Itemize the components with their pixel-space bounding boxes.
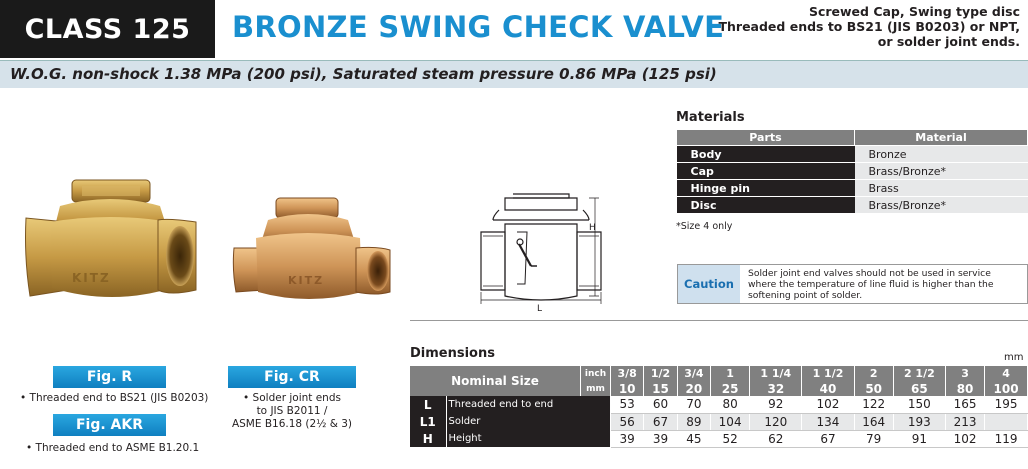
inch-size-cell: 2 1/2 — [893, 366, 945, 381]
dimension-value — [985, 413, 1028, 430]
part-name: Hinge pin — [677, 180, 855, 197]
dimension-value: 39 — [611, 430, 644, 447]
mm-size-cell: 20 — [677, 381, 710, 396]
dimension-row — [410, 430, 1028, 447]
part-material: Brass/Bronze* — [855, 163, 1028, 180]
mm-size-cell: 100 — [985, 381, 1028, 396]
dimension-value: 213 — [945, 413, 984, 430]
dimension-description: Solder — [446, 413, 611, 430]
dimension-value: 53 — [611, 396, 644, 413]
mm-size-cell: 25 — [711, 381, 750, 396]
dimension-value: 92 — [750, 396, 802, 413]
dimension-value: 67 — [802, 430, 854, 447]
dimension-row — [410, 396, 1028, 413]
dimension-value: 62 — [750, 430, 802, 447]
fig-r-note: • Threaded end to BS21 (JIS B0203) — [20, 392, 209, 404]
dimension-code: L1 — [410, 413, 446, 430]
materials-row — [677, 163, 1028, 180]
dimension-value: 120 — [750, 413, 802, 430]
fig-r-label: Fig. R — [53, 366, 166, 388]
dimension-value: 70 — [677, 396, 710, 413]
inch-size-cell: 1 — [711, 366, 750, 381]
dimension-value: 122 — [854, 396, 893, 413]
inch-size-cell: 2 — [854, 366, 893, 381]
inch-unit-label: inch — [581, 366, 611, 381]
mm-size-cell: 65 — [893, 381, 945, 396]
valve-photo-fig-cr — [230, 192, 400, 307]
caution-label: Caution — [678, 265, 740, 303]
inch-size-cell: 3/4 — [677, 366, 710, 381]
mm-size-cell: 80 — [945, 381, 984, 396]
materials-row — [677, 180, 1028, 197]
product-subtitle — [718, 4, 1020, 49]
part-name: Body — [677, 146, 855, 163]
dimension-value: 80 — [711, 396, 750, 413]
dimension-value: 102 — [802, 396, 854, 413]
fig-cr-note-line: ASME B16.18 (2½ & 3) — [231, 418, 353, 430]
materials-header-parts: Parts — [677, 130, 855, 146]
dimension-value: 195 — [985, 396, 1028, 413]
dimension-row — [410, 413, 1028, 430]
class-label: CLASS 125 — [0, 0, 215, 58]
fig-akr-label: Fig. AKR — [53, 414, 166, 436]
dimension-value: 165 — [945, 396, 984, 413]
dimension-value: 134 — [802, 413, 854, 430]
materials-row — [677, 146, 1028, 163]
materials-title: Materials — [676, 110, 745, 125]
dimension-value: 52 — [711, 430, 750, 447]
dimension-description: Height — [446, 430, 611, 447]
dimension-value: 193 — [893, 413, 945, 430]
subtitle-line: Threaded ends to BS21 (JIS B0203) or NPT, — [718, 19, 1020, 34]
mm-size-cell: 10 — [611, 381, 644, 396]
dimension-description: Threaded end to end — [446, 396, 611, 413]
nominal-size-label: Nominal Size — [410, 366, 581, 396]
kitz-engraving: KITZ — [72, 271, 111, 285]
dimensions-title: Dimensions — [410, 346, 495, 361]
inch-size-cell: 3 — [945, 366, 984, 381]
dimension-value: 89 — [677, 413, 710, 430]
fig-cr-note-line: • Solder joint ends — [243, 392, 341, 404]
part-name: Disc — [677, 197, 855, 214]
kitz-engraving: KITZ — [288, 274, 325, 287]
section-divider — [410, 320, 1028, 321]
dimension-value: 79 — [854, 430, 893, 447]
mm-size-cell: 40 — [802, 381, 854, 396]
inch-size-cell: 1 1/4 — [750, 366, 802, 381]
dimension-value: 164 — [854, 413, 893, 430]
dimension-value: 56 — [611, 413, 644, 430]
materials-header-material: Material — [855, 130, 1028, 146]
valve-photo-fig-r — [20, 178, 200, 308]
valve-cross-section-drawing — [465, 180, 610, 315]
part-material: Brass/Bronze* — [855, 197, 1028, 214]
inch-size-row — [410, 366, 1028, 381]
dimensions-table — [410, 366, 1028, 448]
page-title: BRONZE SWING CHECK VALVE — [232, 10, 725, 44]
fig-akr-note: • Threaded end to ASME B1.20.1 — [26, 442, 200, 454]
dimension-value: 45 — [677, 430, 710, 447]
dimension-value: 104 — [711, 413, 750, 430]
inch-size-cell: 3/8 — [611, 366, 644, 381]
dimension-value: 91 — [893, 430, 945, 447]
part-material: Bronze — [855, 146, 1028, 163]
materials-footnote: *Size 4 only — [676, 221, 733, 232]
fig-cr-note-line: to JIS B2011 / — [256, 405, 328, 417]
caution-box — [677, 264, 1028, 304]
dimension-value: 39 — [644, 430, 677, 447]
dimension-value: 150 — [893, 396, 945, 413]
part-material: Brass — [855, 180, 1028, 197]
mm-unit-label: mm — [581, 381, 611, 396]
dimension-h-label: H — [589, 223, 596, 233]
dimensions-unit: mm — [1004, 352, 1024, 363]
dimension-value: 119 — [985, 430, 1028, 447]
part-name: Cap — [677, 163, 855, 180]
page-header — [0, 0, 1028, 58]
fig-cr-note — [228, 392, 356, 431]
caution-text: Solder joint end valves should not be used in service where the temperature of line fluid is higher than the softening point of solder. — [748, 268, 994, 301]
dimension-value: 102 — [945, 430, 984, 447]
mm-size-cell: 15 — [644, 381, 677, 396]
dimension-value: 67 — [644, 413, 677, 430]
dimension-code: H — [410, 430, 446, 447]
subtitle-line: Screwed Cap, Swing type disc — [808, 4, 1020, 19]
mm-size-cell: 32 — [750, 381, 802, 396]
dimension-l-label: L — [537, 304, 543, 314]
inch-size-cell: 1/2 — [644, 366, 677, 381]
inch-size-cell: 4 — [985, 366, 1028, 381]
fig-cr-label: Fig. CR — [228, 366, 356, 388]
materials-row — [677, 197, 1028, 214]
subtitle-line: or solder joint ends. — [877, 34, 1020, 49]
dimension-value: 60 — [644, 396, 677, 413]
materials-table — [676, 129, 1028, 214]
mm-size-cell: 50 — [854, 381, 893, 396]
pressure-rating: W.O.G. non-shock 1.38 MPa (200 psi), Saturated steam pressure 0.86 MPa (125 psi) — [0, 60, 1028, 88]
dimension-code: L — [410, 396, 446, 413]
inch-size-cell: 1 1/2 — [802, 366, 854, 381]
